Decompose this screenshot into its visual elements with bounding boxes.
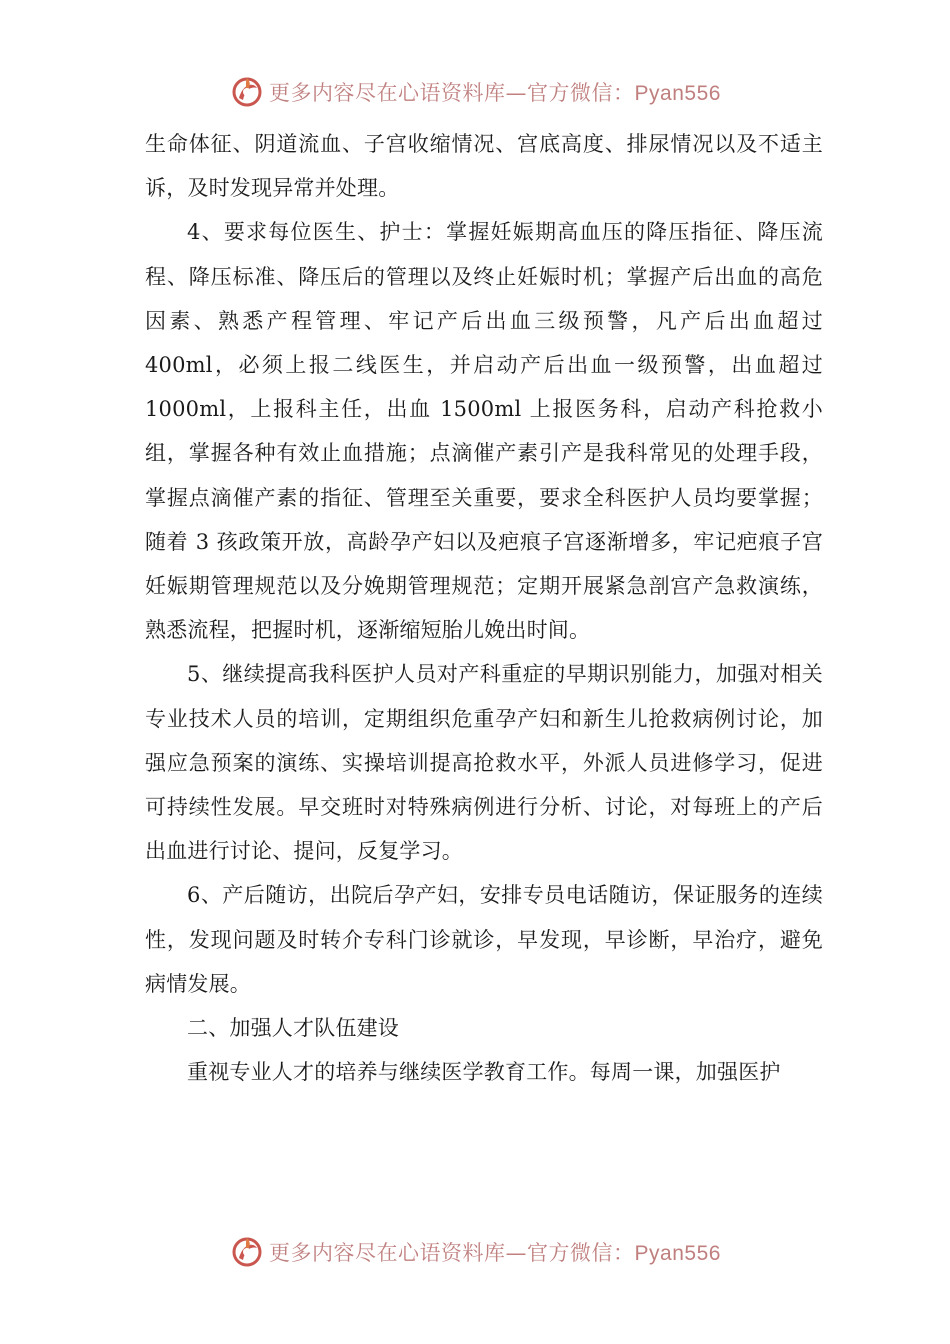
paragraph-item-6: 6、产后随访，出院后孕产妇，安排专员电话随访，保证服务的连续性，发现问题及时转介专科门诊就诊，早发现，早诊断，早治疗，避免病情发展。 (145, 883, 823, 996)
flame-swirl-logo-icon (229, 1234, 265, 1270)
wechat-id: Pyan556 (634, 1242, 721, 1265)
flame-swirl-logo-icon (229, 74, 265, 110)
watermark-banner-top (0, 72, 950, 112)
watermark-banner-bottom (0, 1232, 950, 1272)
section-heading: 二、加强人才队伍建设 (187, 1016, 399, 1041)
watermark-text: 更多内容尽在心语资料库—官方微信：Pyan556 (269, 81, 721, 105)
paragraph-continuation: 生命体征、阴道流血、子宫收缩情况、宫底高度、排尿情况以及不适主诉，及时发现异常并处理。 (145, 132, 823, 201)
watermark-text: 更多内容尽在心语资料库—官方微信：Pyan556 (269, 1241, 721, 1265)
paragraph-item-4: 4、要求每位医生、护士：掌握妊娠期高血压的降压指征、降压流程、降压标准、降压后的管理以及终止妊娠时机；掌握产后出血的高危因素、熟悉产程管理、牢记产后出血三级预警，凡产后出血超过400ml，必须上报二线医生，并启动产后出血一级预警，出血超过1000ml，上报科主任，出血 1500ml 上报医务科，启动产科抢救小组，掌握各种有效止血措施；点滴催产素引产是我科常见的处理手段，掌握点滴催产素的指征、管理至关重要，要求全科医护人员均要掌握； 随着 3 孩政策开放，高龄孕产妇以及疤痕子宫逐渐增多，牢记疤痕子宫妊娠期管理规范以及分娩期管理规范；定期开展紧急剖宫产急救演练，熟悉流程，把握时机，逐渐缩短胎儿娩出时间。 (145, 220, 823, 643)
paragraph-item-5: 5、继续提高我科医护人员对产科重症的早期识别能力，加强对相关专业技术人员的培训，定期组织危重孕产妇和新生儿抢救病例讨论，加强应急预案的演练、实操培训提高抢救水平，外派人员进修学习，促进可持续性发展。早交班时对特殊病例进行分析、讨论，对每班上的产后出血进行讨论、提问，反复学习。 (145, 662, 823, 864)
document-body (145, 122, 823, 1094)
paragraph-section-intro: 重视专业人才的培养与继续医学教育工作。每周一课，加强医护 (187, 1060, 781, 1085)
wechat-id: Pyan556 (634, 82, 721, 105)
